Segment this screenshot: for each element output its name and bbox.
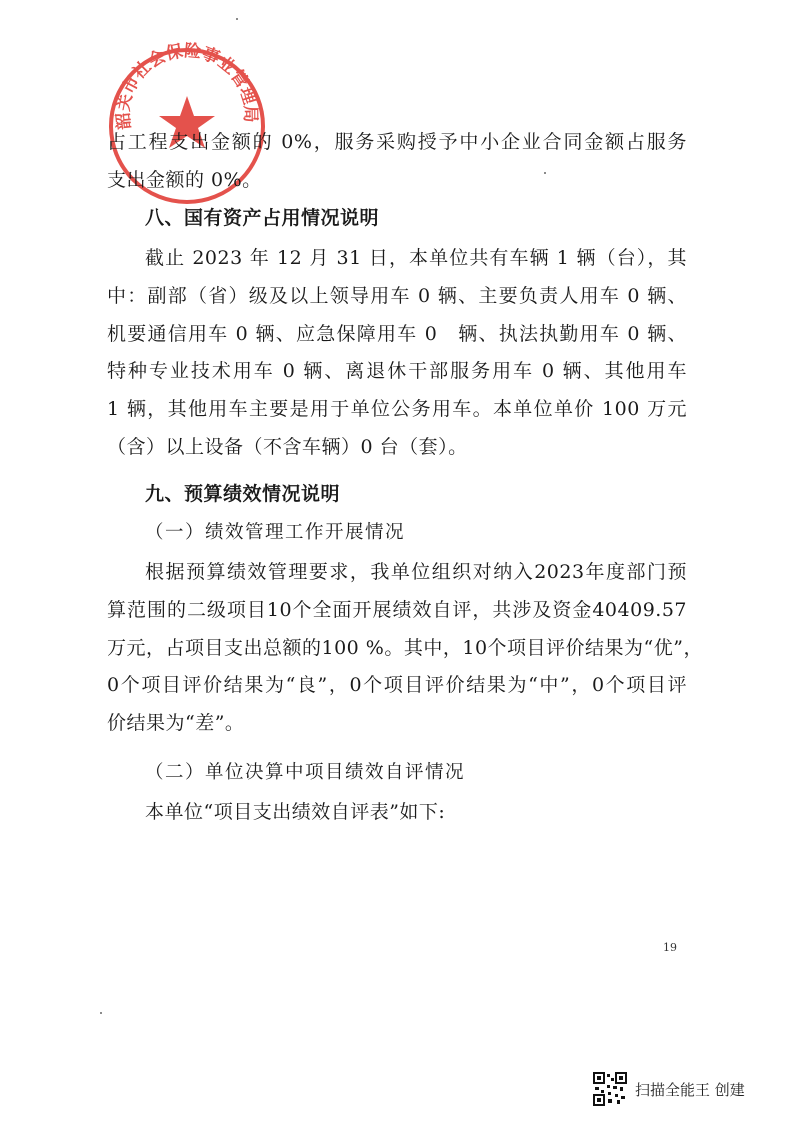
text-line: 支出金额的 0%。 (107, 168, 262, 191)
scanner-brand-label: 扫描全能王 创建 (635, 1080, 745, 1099)
text-line: 占工程支出金额的 0%，服务采购授予中小企业合同金额占服务 (107, 131, 687, 153)
scan-speck (100, 1012, 102, 1014)
qr-code-icon (593, 1072, 627, 1106)
text-line: 1 辆，其他用车主要是用于单位公务用车。本单位单价 100 万元 (107, 398, 687, 421)
subheading-performance-management: （一）绩效管理工作开展情况 (145, 522, 406, 543)
section-heading-budget-performance: 九、预算绩效情况说明 (145, 483, 341, 505)
scanner-watermark (593, 1070, 773, 1108)
text-line: 0个项目评价结果为“良”，0个项目评价结果为“中”，0个项目评 (107, 674, 687, 697)
text-line: 算范围的二级项目10个全面开展绩效自评，共涉及资金40409.57 (107, 598, 687, 621)
text-line: 本单位“项目支出绩效自评表”如下: (145, 801, 446, 823)
page-number: 19 (663, 941, 677, 954)
text-line: 中：副部（省）级及以上领导用车 0 辆、主要负责人用车 0 辆、 (107, 284, 687, 307)
text-line: 机要通信用车 0 辆、应急保障用车 0 辆、执法执勤用车 0 辆、 (107, 322, 687, 345)
text-line: 特种专业技术用车 0 辆、离退休干部服务用车 0 辆、其他用车 (107, 360, 687, 383)
paragraph-procurement-continuation (107, 124, 687, 200)
text-line: 万元，占项目支出总额的100 %。其中，10个项目评价结果为“优”， (107, 636, 703, 659)
text-line: （含）以上设备（不含车辆）0 台（套）。 (107, 435, 468, 458)
text-line: 价结果为“差”。 (107, 712, 245, 735)
text-line: 截止 2023 年 12 月 31 日，本单位共有车辆 1 辆（台），其 (145, 247, 687, 269)
scan-speck (236, 18, 238, 20)
scan-speck (544, 172, 546, 174)
paragraph-performance-management (107, 554, 703, 743)
paragraph-state-assets (107, 240, 687, 467)
section-heading-state-assets: 八、国有资产占用情况说明 (145, 207, 380, 229)
text-line: 根据预算绩效管理要求，我单位组织对纳入2023年度部门预 (145, 561, 687, 583)
paragraph-project-self-evaluation (107, 794, 687, 832)
subheading-project-self-evaluation: （二）单位决算中项目绩效自评情况 (145, 762, 466, 783)
svg-text:韶关市社会保险事业管理局: 韶关市社会保险事业管理局 (113, 41, 261, 131)
